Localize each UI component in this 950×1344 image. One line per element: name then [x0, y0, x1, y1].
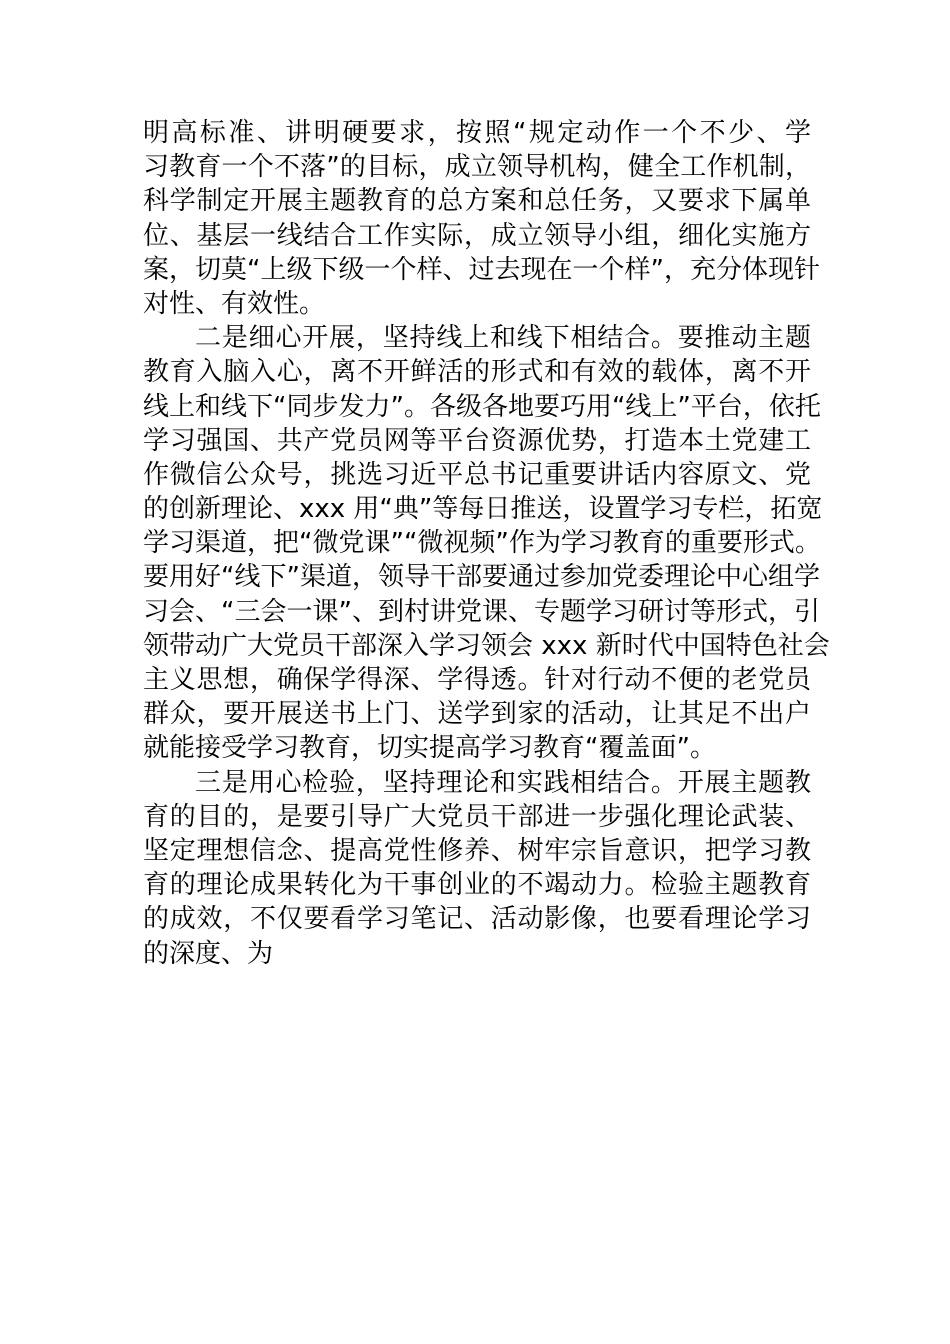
text-line-12: 的创新理论、xxx 用“典”等每日推送，设置学习专栏，拓宽	[143, 494, 823, 525]
text-line-19: 就能接受学习教育，切实提高学习教育“覆盖面”。	[143, 733, 716, 764]
text-line-10: 学习强国、共产党员网等平台资源优势，打造本土党建工	[143, 425, 811, 456]
text-line-21: 育的目的，是要引导广大党员干部进一步强化理论武装、	[143, 801, 811, 832]
text-line-16: 领带动广大党员干部深入学习领会 xxx 新时代中国特色社会	[143, 630, 830, 661]
text-line-13: 学习渠道，把“微党课”“微视频”作为学习教育的重要形式。	[143, 528, 821, 559]
text-line-15: 习会、“三会一课”、到村讲党课、专题学习研讨等形式，引	[143, 596, 820, 627]
text-line-14: 要用好“线下”渠道，领导干部要通过参加党委理论中心组学	[143, 562, 820, 593]
text-line-18: 群众，要开展送书上门、送学到家的活动，让其足不出户	[143, 699, 811, 730]
text-line-8: 教育入脑入心，离不开鲜活的形式和有效的载体，离不开	[143, 357, 811, 388]
text-line-7: 二是细心开展，坚持线上和线下相结合。要推动主题	[195, 323, 811, 354]
text-line-24: 的成效，不仅要看学习笔记、活动影像，也要看理论学习	[143, 904, 811, 935]
text-line-6: 对性、有效性。	[143, 288, 326, 319]
text-line-22: 坚定理想信念、提高党性修养、树牢宗旨意识，把学习教	[143, 835, 811, 866]
text-line-4: 位、基层一线结合工作实际，成立领导小组，细化实施方	[143, 220, 811, 251]
text-line-2: 习教育一个不落”的目标，成立领导机构，健全工作机制，	[143, 152, 811, 183]
body-text	[143, 116, 830, 971]
text-line-9: 线上和线下“同步发力”。各级各地要巧用“线上”平台，依托	[143, 391, 821, 422]
text-line-11: 作微信公众号，挑选习近平总书记重要讲话内容原文、党	[143, 459, 811, 490]
text-line-25: 的深度、为	[143, 938, 274, 969]
text-line-17: 主义思想，确保学得深、学得透。针对行动不便的老党员	[143, 665, 811, 695]
text-line-3: 科学制定开展主题教育的总方案和总任务，又要求下属单	[143, 186, 811, 217]
text-line-5: 案，切莫“上级下级一个样、过去现在一个样”，充分体现针	[143, 254, 820, 285]
text-line-23: 育的理论成果转化为干事创业的不竭动力。检验主题教育	[143, 870, 811, 901]
text-line-1: 明高标准、讲明硬要求，按照“规定动作一个不少、学	[143, 118, 811, 148]
text-line-20: 三是用心检验，坚持理论和实践相结合。开展主题教	[195, 767, 811, 798]
